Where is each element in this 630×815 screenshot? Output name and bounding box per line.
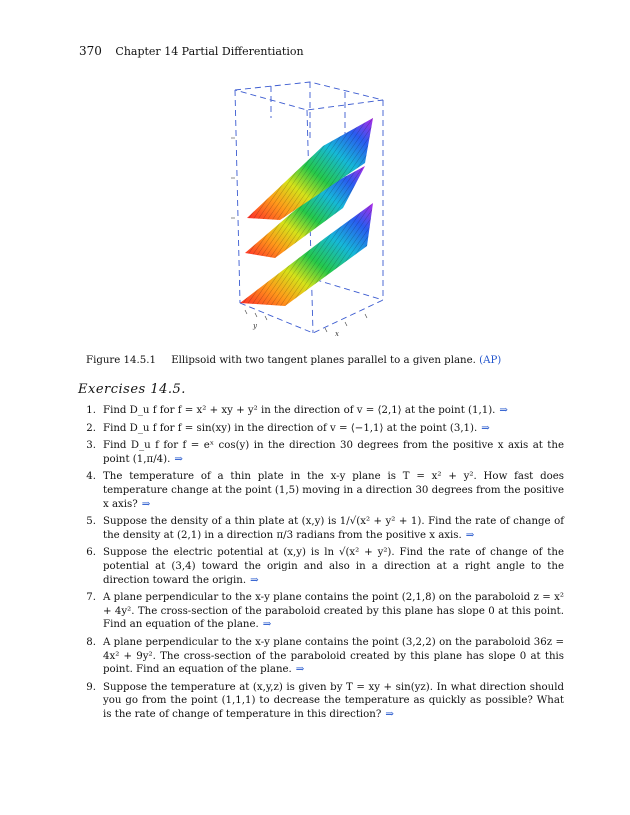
exercise-item: 6. Suppose the electric potential at (x,y) is ln √(x² + y²). Find the rate of change of the potential at (3,4) toward the origin and also in a direction at a right angle to the direction toward the origin. ⇒: [86, 547, 564, 586]
exercise-list: [78, 404, 564, 725]
answer-arrow-icon[interactable]: ⇒: [174, 453, 183, 465]
chapter-title: Chapter 14 Partial Differentiation: [115, 45, 304, 58]
answer-arrow-icon[interactable]: ⇒: [141, 498, 151, 510]
exercise-item: 8. A plane perpendicular to the x-y plane contains the point (3,2,2) on the paraboloid 36z = 4x² + 9y². The cross-section of the paraboloid created by this plane has slope 0 at this point. Find an equation of the plane. ⇒: [86, 636, 564, 676]
page-number: 370: [79, 44, 102, 58]
x-axis-label: x: [335, 330, 339, 338]
exercises-title: Exercises 14.5.: [78, 382, 186, 397]
exercise-item: 3. Find D_u f for f = eˣ cos(y) in the direction 30 degrees from the positive x axis at the point (1,π/4). ⇒: [86, 440, 564, 465]
y-axis-label: y: [253, 322, 257, 330]
answer-arrow-icon[interactable]: ⇒: [250, 574, 259, 586]
exercise-item: 9. Suppose the temperature at (x,y,z) is given by T = xy + sin(yz). In what direction should you go from the point (1,1,1) to decrease the temperature as quickly as possible? What is the rate of change of temperature in this direction? ⇒: [86, 681, 564, 720]
answer-arrow-icon[interactable]: ⇒: [262, 619, 272, 631]
answer-arrow-icon[interactable]: ⇒: [295, 664, 305, 676]
exercise-item: 4. The temperature of a thin plate in the x-y plane is T = x² + y². How fast does temperature change at the point (1,5) moving in a direction 30 degrees from the positive x axis? ⇒: [86, 471, 564, 510]
exercise-item: 7. A plane perpendicular to the x-y plane contains the point (2,1,8) on the paraboloid z = x² + 4y². The cross-section of the paraboloid created by this plane has slope 0 at this point. Find an equation of the plane. ⇒: [86, 592, 564, 631]
exercise-item: 5. Suppose the density of a thin plate at (x,y) is 1/√(x² + y² + 1). Find the rate of change of the density at (2,1) in a direction π/3 radians from the positive x axis. ⇒: [86, 516, 564, 541]
answer-arrow-icon[interactable]: ⇒: [385, 708, 394, 720]
ellipsoid-plot: [215, 78, 395, 340]
answer-arrow-icon[interactable]: ⇒: [481, 422, 490, 434]
caption-label: Figure 14.5.1: [86, 355, 156, 366]
answer-arrow-icon[interactable]: ⇒: [465, 529, 475, 541]
exercise-item: 2. Find D_u f for f = sin(xy) in the direction of v = ⟨−1,1⟩ at the point (3,1). ⇒: [86, 422, 490, 434]
figure-ellipsoid: [215, 78, 395, 340]
figure-caption: [86, 355, 501, 366]
ap-link[interactable]: (AP): [479, 355, 502, 366]
page-header: [79, 44, 304, 58]
answer-arrow-icon[interactable]: ⇒: [499, 405, 508, 416]
exercise-item: 1. Find D_u f for f = x² + xy + y² in the direction of v = ⟨2,1⟩ at the point (1,1). ⇒: [86, 405, 508, 416]
caption-text: Ellipsoid with two tangent planes parallel to a given plane.: [171, 355, 476, 366]
